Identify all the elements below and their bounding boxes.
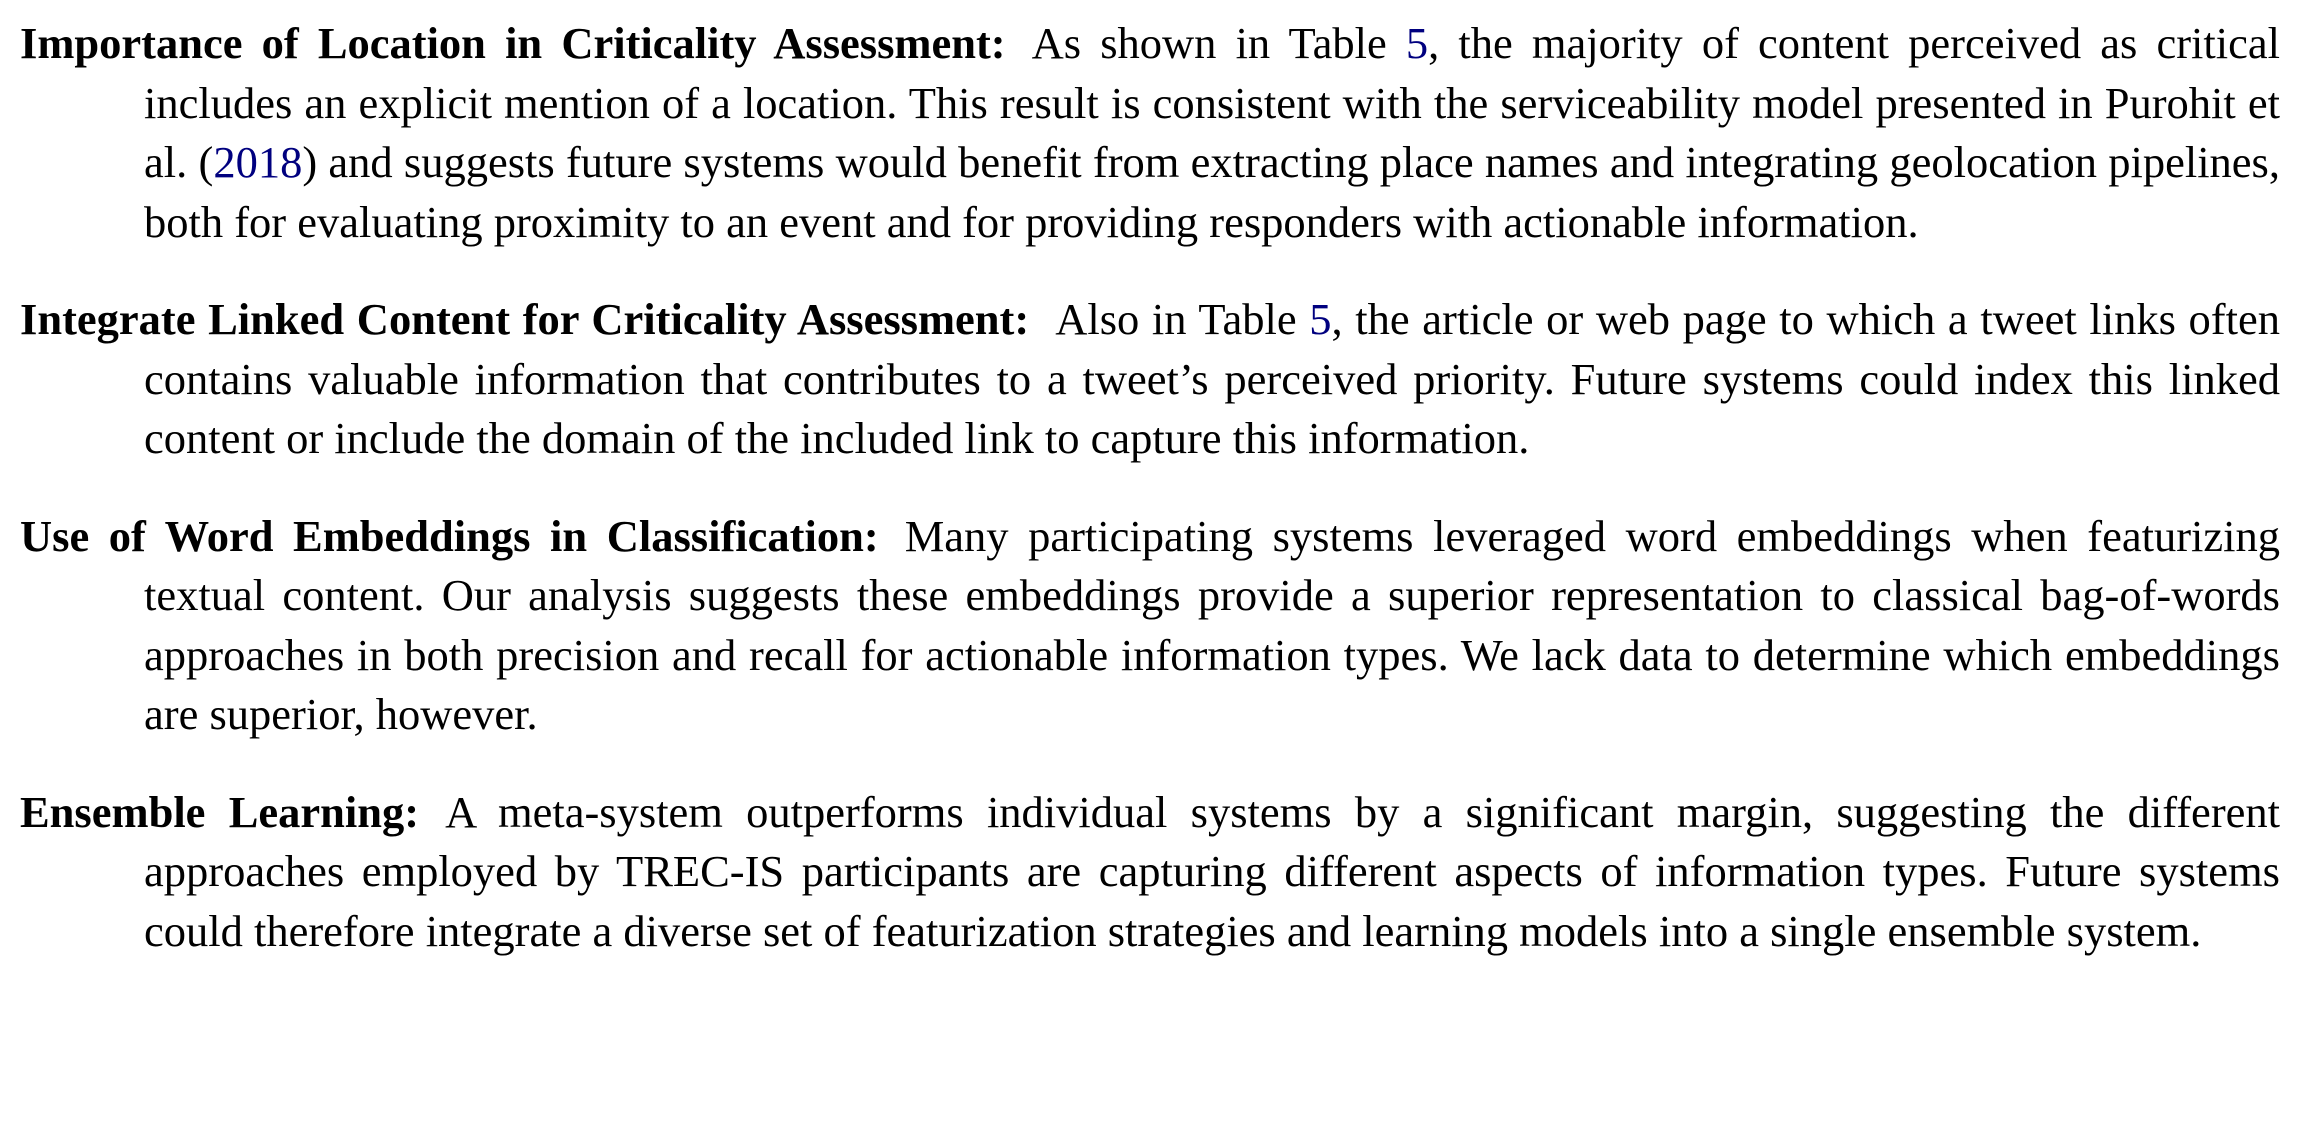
paper-text-block	[20, 14, 2280, 961]
paragraph-text: Many participating systems leveraged word embeddings when featurizing textual content. Our analysis suggests these embeddings provide a superior representation to classical bag-of-words approaches in both precision and recall for actionable information types. We lack data to determine which embeddings are superior, however.	[144, 510, 2280, 739]
table-reference-link[interactable]: 5	[1309, 294, 1332, 344]
paragraph-location-criticality	[20, 14, 2280, 252]
paragraph-text: As shown in Table	[1031, 18, 1406, 68]
paragraph-text: A meta-system outperforms individual systems by a significant margin, suggesting the different approaches employed by TREC-IS participants are capturing different aspects of information types. Future systems could therefore integrate a diverse set of featurization strategies and learning models into a single ensemble system.	[144, 786, 2280, 956]
paragraph-heading: Integrate Linked Content for Criticality Assessment:	[20, 294, 1030, 344]
paragraph-heading: Importance of Location in Criticality Assessment:	[20, 18, 1006, 68]
paragraph-ensemble-learning	[20, 783, 2280, 962]
paragraph-heading: Ensemble Learning:	[20, 786, 420, 837]
paragraph-heading: Use of Word Embeddings in Classification:	[20, 510, 879, 561]
citation-link[interactable]: 2018	[213, 137, 303, 187]
paragraph-text: Also in Table	[1055, 294, 1310, 344]
paragraph-text: , the majority of content perceived as critical includes an explicit mention of a location. This result is consistent with the serviceability model presented in Purohit et al. (	[144, 18, 2280, 187]
table-reference-link[interactable]: 5	[1405, 18, 1429, 68]
paragraph-text: ) and suggests future systems would benefit from extracting place names and integrating geolocation pipelines, both for evaluating proximity to an event and for providing responders with actionable information.	[144, 137, 2280, 247]
paragraph-linked-content	[20, 290, 2280, 469]
paragraph-word-embeddings	[20, 507, 2280, 745]
paragraph-text: , the article or web page to which a tweet links often contains valuable information that contributes to a tweet’s perceived priority. Future systems could index this linked content or include the domain of the included link to capture this information.	[144, 294, 2280, 463]
